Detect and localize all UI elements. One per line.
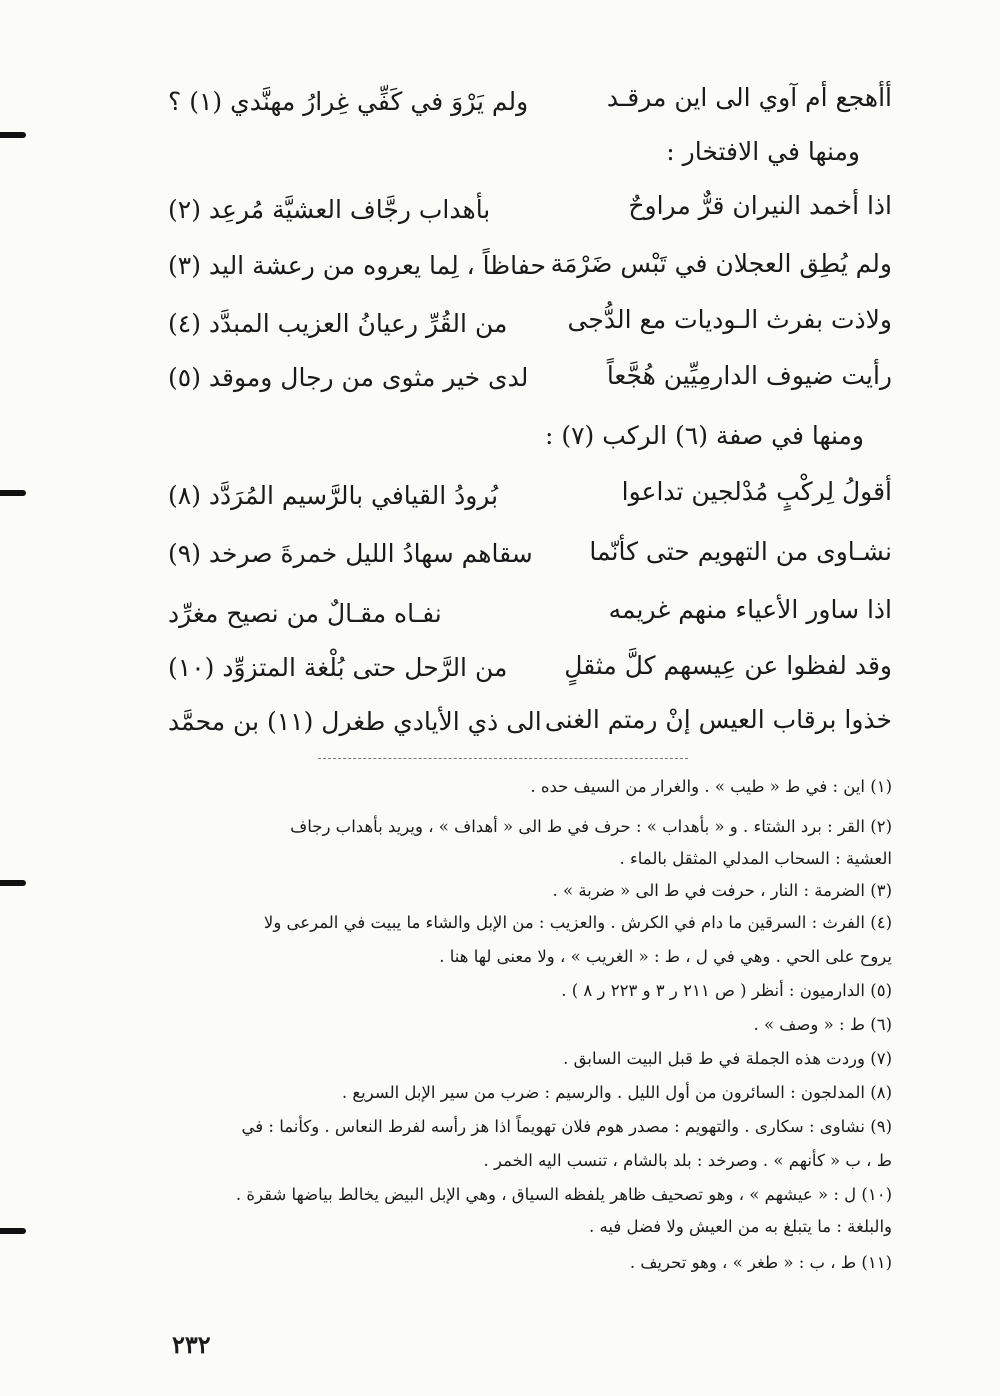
verse-6-first-hemistich: أقولُ لِركْبٍ مُدْلجين تداعوا	[621, 477, 892, 506]
verse-4-second-hemistich: من القُرِّ رعيانُ العزيب المبدَّد (٤)	[168, 309, 508, 338]
verse-9-second-hemistich: من الرَّحل حتى بُلْغة المتزوِّد (١٠)	[168, 653, 508, 682]
verse-9-first-hemistich: وقد لفظوا عن عِيسهم كلَّ مثقلٍ	[564, 651, 892, 680]
section-heading-pride: ومنها في الافتخار :	[666, 137, 860, 166]
footnote-separator	[318, 758, 688, 759]
footnote-6: (٦) ط : « وصف » .	[753, 1015, 892, 1034]
verse-8-first-hemistich: اذا ساور الأعياء منهم غريمه	[608, 595, 892, 624]
verse-1-first-hemistich: أأهجع أم آوي الى اين مرقـد	[606, 83, 892, 112]
footnote-10-continued: والبلغة : ما يتبلغ به من العيش ولا فضل فيه .	[589, 1217, 892, 1236]
verse-5-first-hemistich: رأيت ضيوف الدارمِيِّين هُجَّعاً	[606, 361, 892, 390]
footnote-7: (٧) وردت هذه الجملة في ط قبل البيت السابق .	[563, 1049, 892, 1068]
verse-2-first-hemistich: اذا أخمد النيران قرٌّ مراوحٌ	[628, 191, 892, 220]
footnote-2-continued: العشية : السحاب المدلي المثقل بالماء .	[619, 849, 892, 868]
verse-2-second-hemistich: بأهداب رجَّاف العشيَّة مُرعِد (٢)	[168, 195, 491, 224]
verse-4-first-hemistich: ولاذت بفرث الـوديات مع الدُّجى	[567, 305, 892, 334]
footnote-4-continued: يروح على الحي . وهي في ل ، ط : « الغريب » ، ولا معنى لها هنا .	[439, 947, 892, 966]
verse-1-second-hemistich: ولم يَرْوَ في كَفِّي غِرارُ مهنَّدي (١) ؟	[168, 87, 529, 116]
footnote-5: (٥) الدارميون : أنظر ( ص ٢١١ ر ٣ و ٢٢٣ ر ٨ ) .	[561, 981, 892, 1000]
verse-10-second-hemistich: الى ذي الأيادي طغرل (١١) بن محمَّد	[168, 707, 542, 736]
footnote-9-continued: ط ، ب « كأنهم » . وصرخد : بلد بالشام ، تنسب اليه الخمر .	[483, 1151, 892, 1170]
footnote-8: (٨) المدلجون : السائرون من أول الليل . والرسيم : ضرب من سير الإبل السريع .	[341, 1083, 892, 1102]
scan-mark	[0, 880, 26, 886]
verse-3-second-hemistich: حفاظاً ، لِما يعروه من رعشة اليد (٣)	[168, 251, 546, 280]
footnote-11: (١١) ط ، ب : « طغر » ، وهو تحريف .	[629, 1253, 892, 1272]
verse-7-first-hemistich: نشـاوى من التهويم حتى كأنّما	[589, 537, 892, 566]
scan-mark	[0, 132, 26, 138]
verse-10-first-hemistich: خذوا برقاب العيس إنْ رمتم الغنى	[544, 705, 892, 734]
footnote-10: (١٠) ل : « عيشهم » ، وهو تصحيف ظاهر يلفظه السياق ، وهي الإبل البيض يخالط بياضها شقرة .	[235, 1185, 892, 1204]
footnote-3: (٣) الضرمة : النار ، حرفت في ط الى « ضربة » .	[552, 881, 892, 900]
section-heading-riders: ومنها في صفة (٦) الركب (٧) :	[544, 421, 864, 450]
footnote-9: (٩) نشاوى : سكارى . والتهويم : مصدر هوم فلان تهويماً اذا هز رأسه لفرط النعاس . وكأنما : في	[241, 1117, 892, 1136]
footnote-2: (٢) القر : برد الشتاء . و « بأهداب » : حرف في ط الى « أهداف » ، ويريد بأهداب رجاف	[290, 817, 892, 836]
verse-3-first-hemistich: ولم يُطِق العجلان في تَبْس ضَرْمَة	[550, 249, 892, 278]
scan-mark	[0, 1228, 26, 1234]
page-number: ٢٣٢	[172, 1330, 211, 1359]
verse-5-second-hemistich: لدى خير مثوى من رجال وموقد (٥)	[168, 363, 529, 392]
verse-8-second-hemistich: نفـاه مقـالٌ من نصيح مغرِّد	[168, 599, 442, 628]
verse-7-second-hemistich: سقاهم سهادُ الليل خمرةَ صرخد (٩)	[168, 539, 533, 568]
verse-6-second-hemistich: بُرودُ القيافي بالرَّسيم المُرَدَّد (٨)	[168, 481, 499, 510]
footnote-4: (٤) الفرث : السرقين ما دام في الكرش . والعزيب : من الإبل والشاء ما يبيت في المرعى ولا	[263, 913, 892, 932]
footnote-1: (١) اين : في ط « طيب » . والغرار من السيف حده .	[530, 777, 892, 796]
scan-mark	[0, 490, 26, 496]
